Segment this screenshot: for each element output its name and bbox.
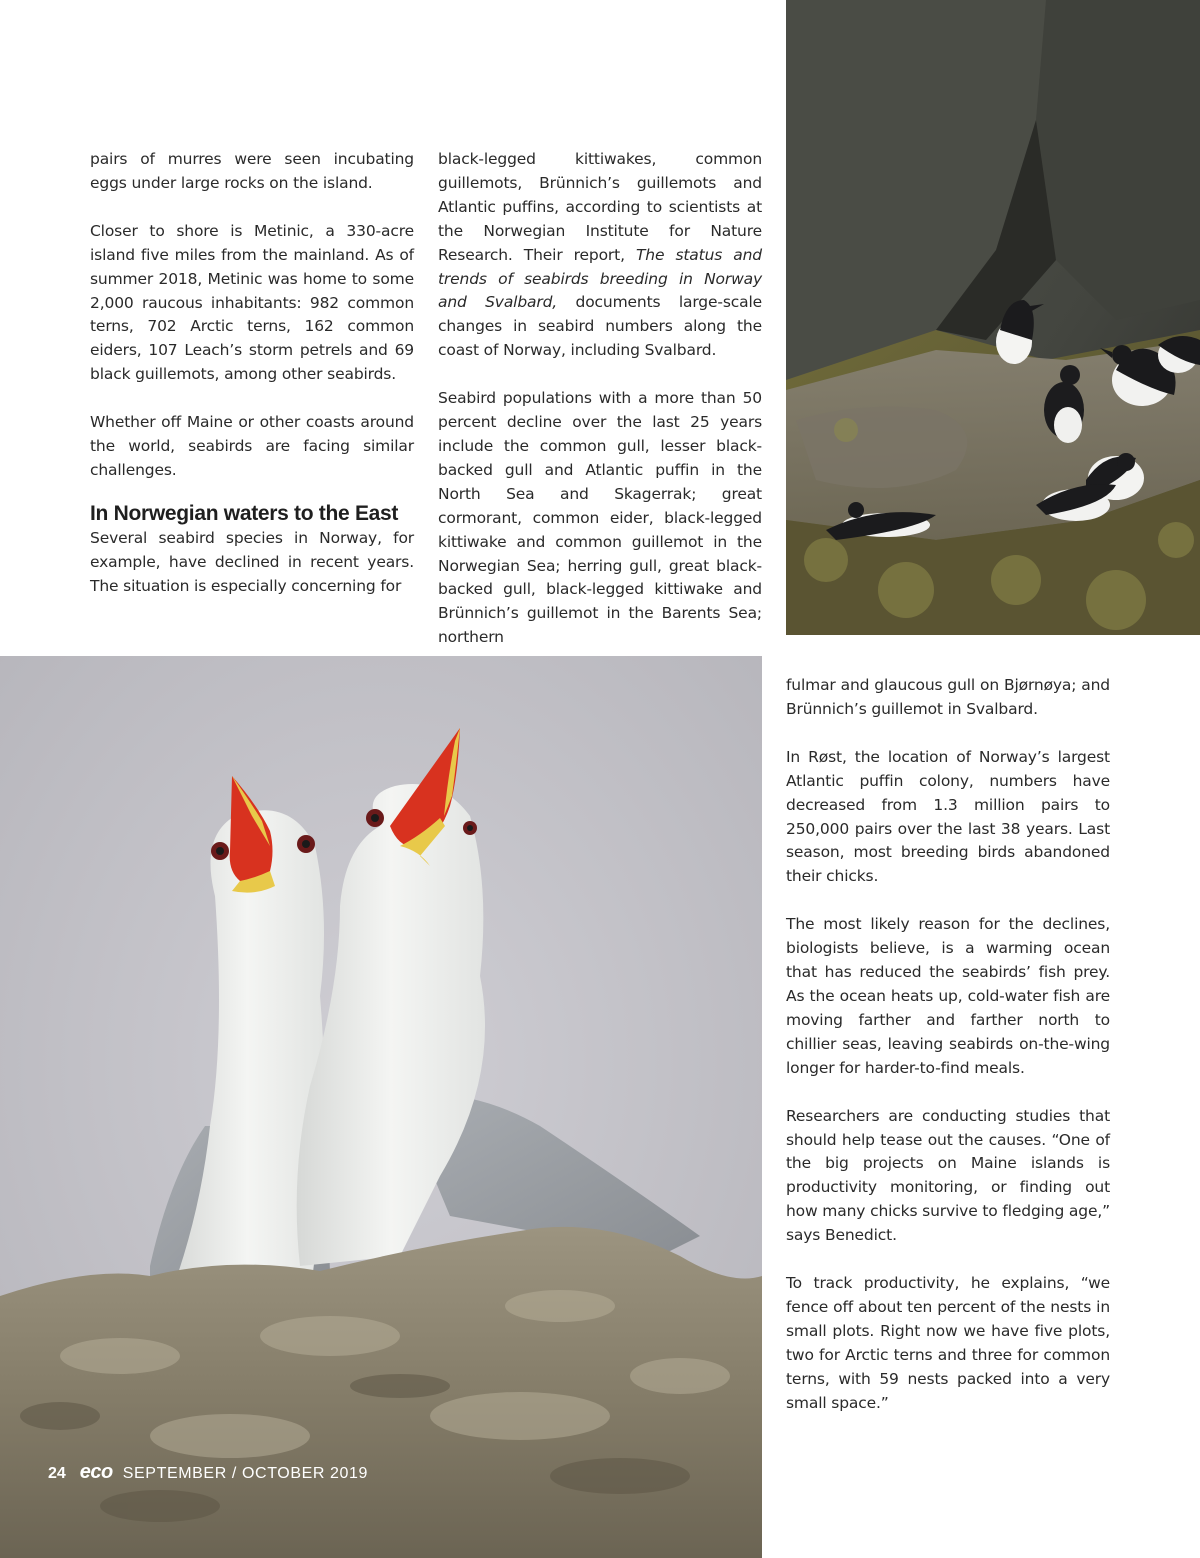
article-column-middle: [438, 148, 763, 647]
issue-date: SEPTEMBER / OCTOBER 2019: [122, 1465, 369, 1482]
paragraph: Whether off Maine or other coasts around the world, seabirds are facing similar challenges.: [90, 413, 414, 479]
paragraph: Seabird populations with a more than 50 percent decline over the last 25 years include the common gull, lesser black-backed gull and Atlantic puffin in the North Sea and Skagerrak; great cormorant, common eider, black-legged kittiwake and common guillemot in the Norwegian Sea; herring gull, great black-backed gull, black-legged kittiwake and Brünnich’s guillemot in the Barents Sea; northern: [438, 389, 762, 647]
paragraph: The most likely reason for the declines, biologists believe, is a warming ocean that has reduced the seabirds’ fish prey. As the ocean heats up, cold-water fish are moving farther and farther north to chillier seas, leaving seabirds on-the-wing longer for harder-to-find meals.: [786, 915, 1110, 1077]
paragraph: [438, 148, 762, 363]
page-footer: [48, 1461, 368, 1483]
article-column-right: [786, 674, 1110, 1415]
magazine-logo: eco: [79, 1461, 113, 1483]
section-heading: In Norwegian waters to the East: [90, 501, 399, 525]
paragraph: fulmar and glaucous gull on Bjørnøya; and Brünnich’s guillemot in Svalbard.: [786, 676, 1110, 718]
paragraph-text: documents large-scale changes in seabird numbers along the coast of Norway, including Svalbard.: [438, 293, 763, 360]
paragraph: Closer to shore is Metinic, a 330-acre island five miles from the mainland. As of summer 2018, Metinic was home to some 2,000 raucous inhabitants: 982 common terns, 702 Arctic terns, 162 common eiders, 107 Leach’s storm petrels and 69 black guillemots, among other seabirds.: [90, 221, 414, 384]
report-title: The status and trends of seabirds breeding in Norway and Svalbard,: [438, 245, 762, 312]
article-column-left: [90, 148, 414, 599]
paragraph: Researchers are conducting studies that should help tease out the causes. “One of the big projects on Maine islands is productivity monitoring, or finding out how many chicks survive to fledging age,” says Benedict.: [786, 1106, 1111, 1245]
paragraph: To track productivity, he explains, “we fence off about ten percent of the nests in small plots. Right now we have five plots, two for Arctic terns and three for common terns, with 59 nests packed into a very small space.”: [786, 1274, 1110, 1412]
paragraph-text: black-legged kittiwakes, common guillemots, Brünnich’s guillemots and Atlantic puffins, according to scientists at the Norwegian Institute for Nature Research. Their report,: [438, 150, 762, 264]
paragraph: Several seabird species in Norway, for example, have declined in recent years. The situation is especially concerning for: [90, 528, 414, 595]
razorbills-on-rocks-photo: [786, 0, 1200, 635]
page-number: 24: [48, 1465, 66, 1482]
paragraph: In Røst, the location of Norway’s largest Atlantic puffin colony, numbers have decreased from 1.3 million pairs to 250,000 pairs over the last 38 years. Last season, most breeding birds abandoned their chicks.: [786, 747, 1110, 886]
kittiwakes-calling-photo: [0, 656, 762, 1558]
paragraph: pairs of murres were seen incubating eggs under large rocks on the island.: [90, 150, 414, 192]
